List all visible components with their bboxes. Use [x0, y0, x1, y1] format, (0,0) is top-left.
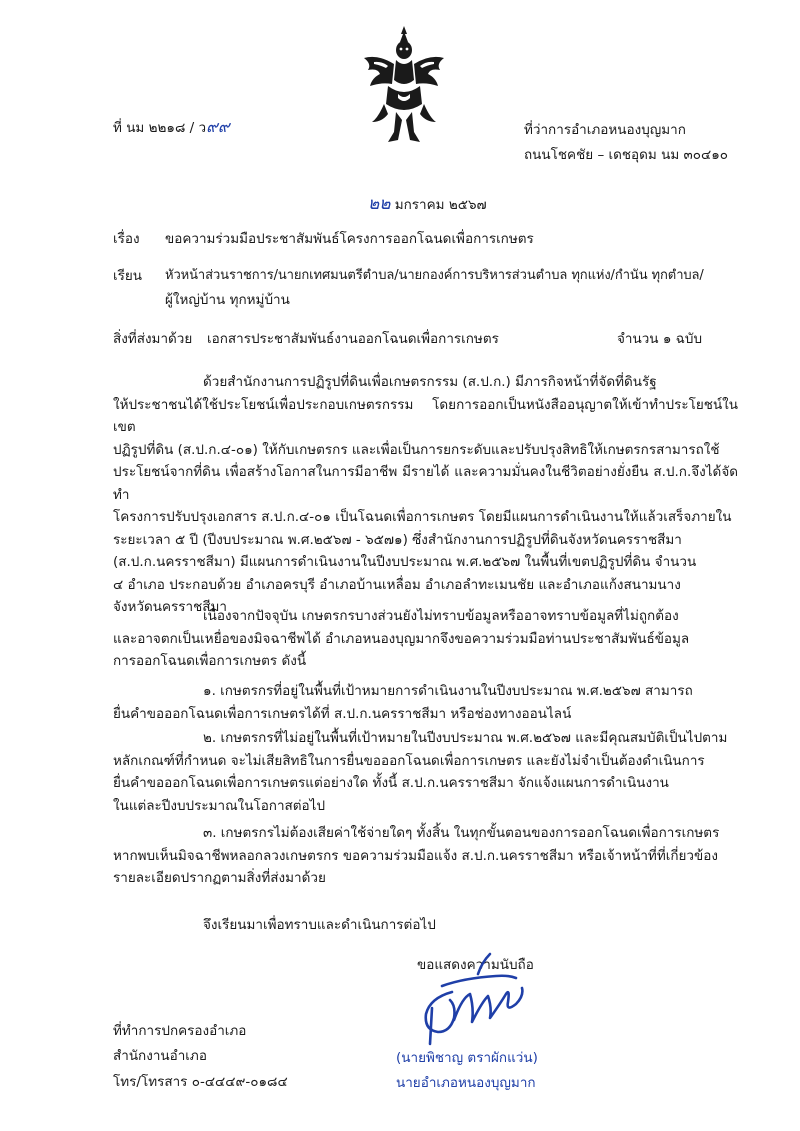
paragraph-line: ๔ อำเภอ ประกอบด้วย อำเภอครบุรี อำเภอบ้านเหลื่อม อำเภอลำทะเมนชัย และอำเภอแก้งสนามนาง: [113, 576, 681, 593]
paragraph-line: รายละเอียดปรากฏตามสิ่งที่ส่งมาด้วย: [113, 870, 326, 886]
date-day-handwritten: ๒๒: [368, 194, 391, 214]
paragraph-line: ประโยชน์จากที่ดิน เพื่อสร้างโอกาสในการมีอาชีพ มีรายได้ และความมั่นคงในชีวิตอย่างยั่งยืน ส.ป.ก.จึงได้จัดทำ: [113, 464, 738, 503]
paragraph-line: ๓. เกษตรกรไม่ต้องเสียค่าใช้จ่ายใดๆ ทั้งสิ้น ในทุกขั้นตอนของการออกโฉนดเพื่อการเกษตร: [203, 825, 720, 841]
body-paragraph-1: [113, 371, 738, 619]
document-number: [113, 117, 230, 138]
footer-phone: โทร/โทรสาร ๐-๔๔๔๙-๐๑๘๔: [113, 1074, 288, 1090]
paragraph-line: (ส.ป.ก.นครราชสีมา) มีแผนการดำเนินงานในปีงบประมาณ พ.ศ.๒๕๖๗ ในพื้นที่เขตปฏิรูปที่ดิน จำนวน: [113, 554, 697, 570]
closing-sentence: จึงเรียนมาเพื่อทราบและดำเนินการต่อไป: [203, 917, 436, 933]
paragraph-line: ด้วยสำนักงานการปฏิรูปที่ดินเพื่อเกษตรกรรม (ส.ป.ก.) มีภารกิจหน้าที่จัดที่ดินรัฐ: [203, 374, 657, 390]
paragraph-line: ๒. เกษตรกรที่ไม่อยู่ในพื้นที่เป้าหมายในปีงบประมาณ พ.ศ.๒๕๖๗ และมีคุณสมบัติเป็นไปตาม: [203, 730, 728, 746]
enclosure-quantity: จำนวน ๑ ฉบับ: [617, 331, 703, 347]
paragraph-line: การออกโฉนดเพื่อการเกษตร ดังนี้: [113, 653, 307, 669]
paragraph-line: จังหวัดนครราชสีมา: [113, 599, 227, 615]
paragraph-line: เนื่องจากปัจจุบัน เกษตรกรบางส่วนยังไม่ทราบข้อมูลหรืออาจทราบข้อมูลที่ไม่ถูกต้อง: [203, 608, 679, 624]
letter-date: [368, 194, 487, 215]
paragraph-line: และอาจตกเป็นเหยื่อของมิจฉาชีพได้ อำเภอหนองบุญมากจึงขอความร่วมมือท่านประชาสัมพันธ์ข้อมูล: [113, 630, 690, 647]
complimentary-close: ขอแสดงความนับถือ: [417, 957, 534, 973]
signatory-position: นายอำเภอหนองบุญมาก: [396, 1075, 536, 1091]
body-paragraph-2: [113, 605, 738, 673]
recipient-line-2: ผู้ใหญ่บ้าน ทุกหมู่บ้าน: [165, 292, 290, 308]
document-number-handwritten: ๙๙: [206, 117, 230, 136]
garuda-emblem-icon: [358, 24, 450, 150]
paragraph-line: ๑. เกษตรกรที่อยู่ในพื้นที่เป้าหมายการดำเนินงานในปีงบประมาณ พ.ศ.๒๕๖๗ สามารถ: [203, 683, 693, 699]
paragraph-line: ยื่นคำขอออกโฉนดเพื่อการเกษตรได้ที่ ส.ป.ก.นครราชสีมา หรือช่องทางออนไลน์: [113, 705, 572, 722]
paragraph-line: ให้ประชาชนได้ใช้ประโยชน์เพื่อประกอบเกษตรกรรม โดยการออกเป็นหนังสืออนุญาตให้เข้าทำประโยชน์ในเขต: [113, 396, 738, 435]
paragraph-line: ปฏิรูปที่ดิน (ส.ป.ก.๔-๐๑) ให้กับเกษตรกร และเพื่อเป็นการยกระดับและปรับปรุงสิทธิให้เกษตรกรสามารถใช้: [113, 441, 720, 458]
signatory-name: (นายพิชาญ ตราผักแว่น): [396, 1050, 538, 1066]
list-item-3: [113, 822, 738, 890]
paragraph-line: ยื่นคำขอออกโฉนดเพื่อการเกษตรแต่อย่างใด ทั้งนี้ ส.ป.ก.นครราชสีมา จักแจ้งแผนการดำเนินงาน: [113, 775, 669, 791]
footer-department: ที่ทำการปกครองอำเภอ: [113, 1023, 247, 1039]
subject-label: เรื่อง: [113, 231, 140, 247]
enclosure-text: เอกสารประชาสัมพันธ์งานออกโฉนดเพื่อการเกษตร: [207, 331, 499, 347]
paragraph-line: ในแต่ละปีงบประมาณในโอกาสต่อไป: [113, 797, 326, 814]
enclosure-label: สิ่งที่ส่งมาด้วย: [113, 331, 193, 347]
footer-office: สำนักงานอำเภอ: [113, 1048, 207, 1064]
salutation-label: เรียน: [113, 268, 143, 284]
subject-text: ขอความร่วมมือประชาสัมพันธ์โครงการออกโฉนดเพื่อการเกษตร: [165, 231, 534, 247]
list-item-2: [113, 727, 738, 817]
recipient-line-1: หัวหน้าส่วนราชการ/นายกเทศมนตรีตำบล/นายกองค์การบริหารส่วนตำบล ทุกแห่ง/กำนัน ทุกตำบล/: [165, 268, 704, 283]
document-number-printed: ที่ นม ๒๒๑๘ / ว: [113, 120, 207, 136]
paragraph-line: หากพบเห็นมิจฉาชีพหลอกลวงเกษตรกร ขอความร่วมมือแจ้ง ส.ป.ก.นครราชสีมา หรือเจ้าหน้าที่ที่เกี่ยวข้อง: [113, 847, 718, 864]
paragraph-line: โครงการปรับปรุงเอกสาร ส.ป.ก.๔-๐๑ เป็นโฉนดเพื่อการเกษตร โดยมีแผนการดำเนินงานให้แล้วเสร็จภายใน: [113, 509, 732, 525]
office-address: ถนนโชคชัย – เดชอุดม นม ๓๐๔๑๐: [524, 147, 729, 163]
handwritten-signature-icon: [412, 948, 532, 1048]
office-name: ที่ว่าการอำเภอหนองบุญมาก: [524, 122, 686, 138]
paragraph-line: หลักเกณฑ์ที่กำหนด จะไม่เสียสิทธิในการยื่นขอออกโฉนดเพื่อการเกษตร และยังไม่จำเป็นต้องดำเนินการ: [113, 752, 705, 769]
date-month-year: มกราคม ๒๕๖๗: [394, 197, 487, 213]
paragraph-line: ระยะเวลา ๕ ปี (ปีงบประมาณ พ.ศ.๒๕๖๗ - ๖๕๗๑) ซึ่งสำนักงานการปฏิรูปที่ดินจังหวัดนครราชสีมา: [113, 531, 682, 548]
list-item-1: [113, 680, 738, 725]
